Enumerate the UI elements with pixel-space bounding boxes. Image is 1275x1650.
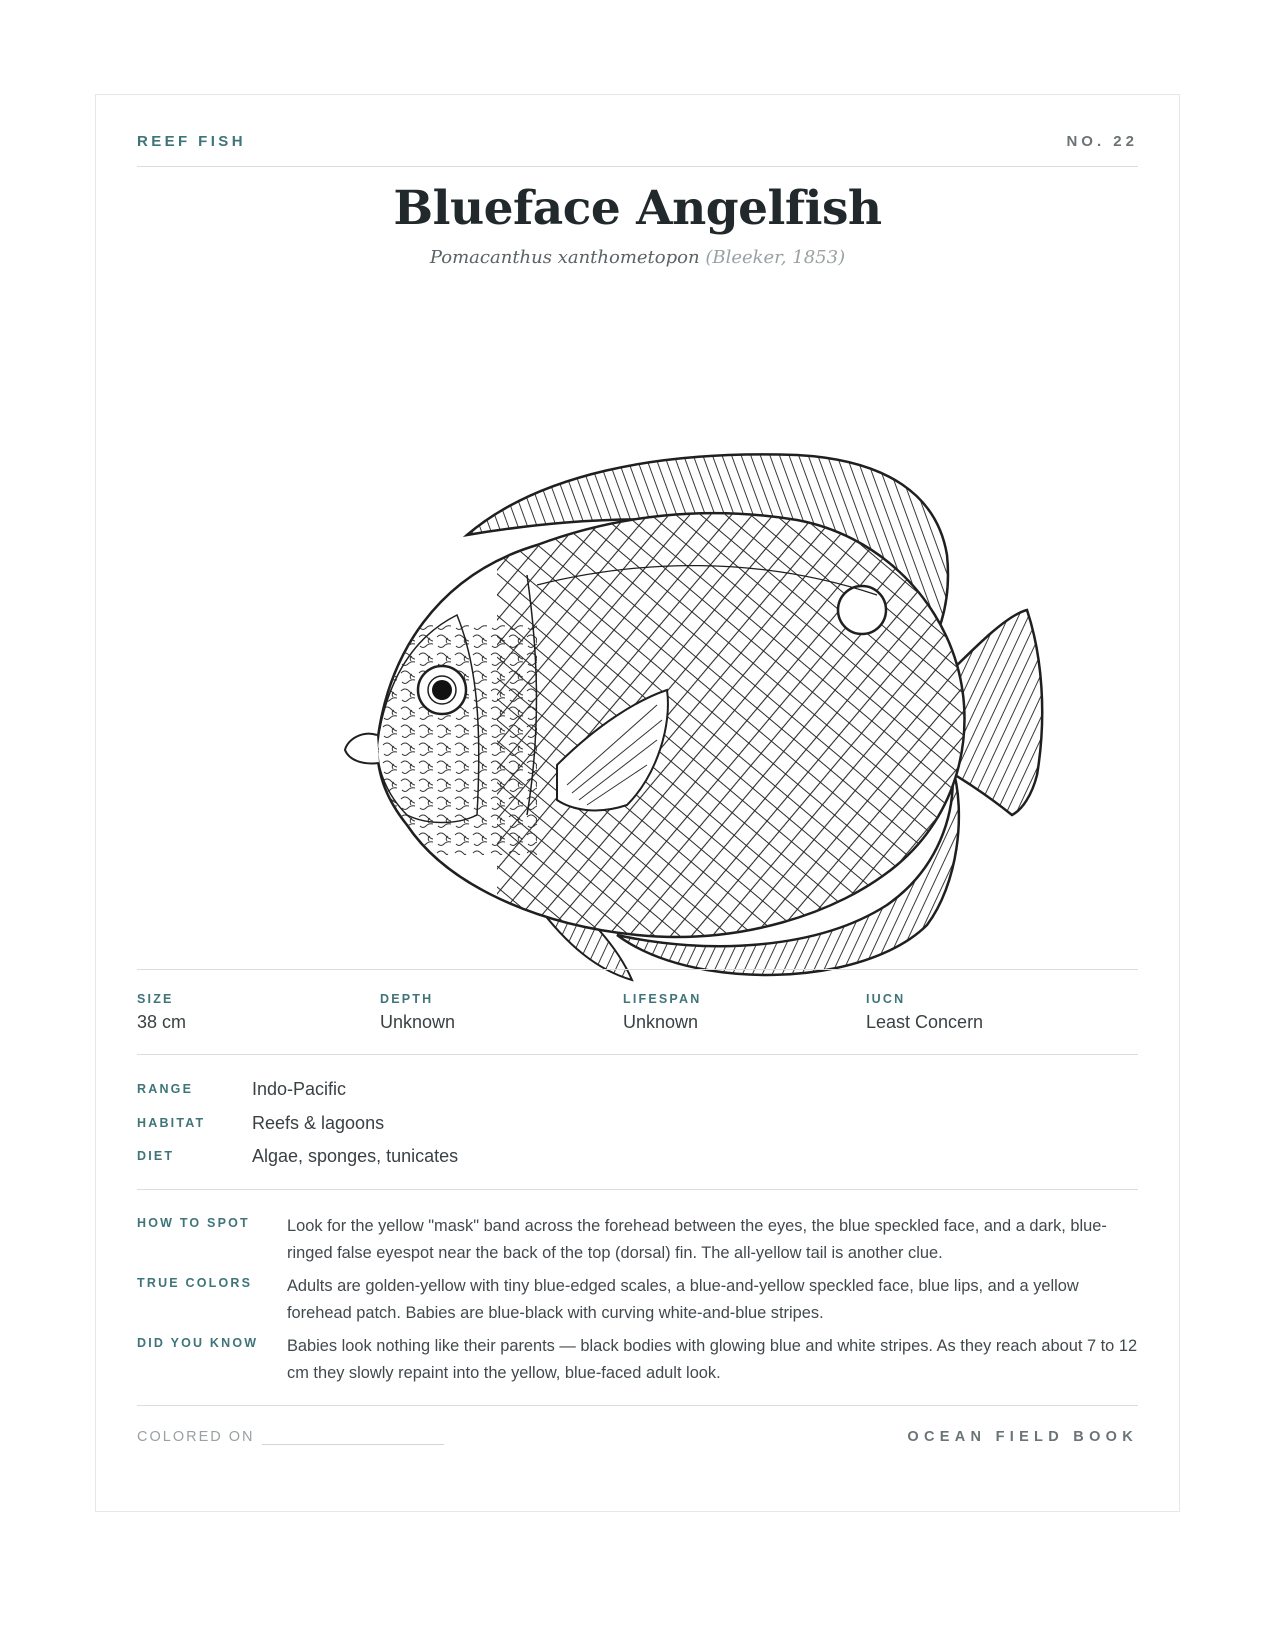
fact-label: RANGE [137,1082,194,1096]
note-text: Babies look nothing like their parents — black bodies with glowing blue and white stripes. As they reach about 7 to 12 cm they slowly repaint into the yellow, blue-faced adult look. [287,1337,1138,1382]
page-title: Blueface Angelfish [393,181,882,236]
stat-lifespan [623,992,863,1033]
card-content [137,95,1138,1511]
fact-habitat [137,1113,1138,1137]
stat-depth [380,992,620,1033]
stat-value: Unknown [623,1012,699,1032]
stat-iucn [866,992,1106,1033]
fact-value: Reefs & lagoons [252,1113,385,1133]
colored-on-label: COLORED ON [137,1429,255,1445]
note-text: Adults are golden-yellow with tiny blue-edged scales, a blue-and-yellow speckled face, blue lips, and a yellow forehead patch. Babies are blue-black with curving white-and-blue stripes. [287,1277,1079,1322]
angelfish-line-drawing-icon [237,345,1117,1045]
fact-label: HABITAT [137,1116,206,1130]
stat-value: Unknown [380,1012,456,1032]
stats-divider [137,1054,1138,1055]
fact-value: Indo-Pacific [252,1079,347,1099]
stat-label: SIZE [137,992,174,1006]
plate-number: NO. 22 [1066,133,1138,150]
colored-on-blank-line [262,1444,444,1445]
footer-divider [137,1405,1138,1406]
card-footer [137,1429,1138,1449]
note-text: Look for the yellow "mask" band across the forehead between the eyes, the blue speckled face, and a dark, blue-ringed false eyespot near the back of the top (dorsal) fin. The all-yellow tail is another clue. [287,1217,1107,1262]
stat-value: 38 cm [137,1012,187,1032]
header-divider [137,166,1138,167]
stats-row [137,992,1138,1052]
book-title: OCEAN FIELD BOOK [907,1429,1138,1445]
note-label: DID YOU KNOW [137,1336,259,1350]
illustration-divider [137,969,1138,970]
category-label: REEF FISH [137,133,246,150]
taxon-author: (Bleeker, 1853) [705,247,846,268]
stat-value: Least Concern [866,1012,984,1032]
fact-label: DIET [137,1149,175,1163]
stat-label: LIFESPAN [623,992,702,1006]
facts-divider [137,1189,1138,1190]
fact-range [137,1079,1138,1103]
fact-diet [137,1146,1138,1170]
fact-value: Algae, sponges, tunicates [252,1146,459,1166]
stat-label: DEPTH [380,992,434,1006]
note-label: HOW TO SPOT [137,1216,250,1230]
scientific-name-line [137,247,1138,268]
stat-size [137,992,377,1033]
card-header [137,133,1138,153]
stat-label: IUCN [866,992,906,1006]
note-label: TRUE COLORS [137,1276,253,1290]
scientific-name: Pomacanthus xanthometopon [429,247,700,268]
species-card [95,94,1180,1512]
